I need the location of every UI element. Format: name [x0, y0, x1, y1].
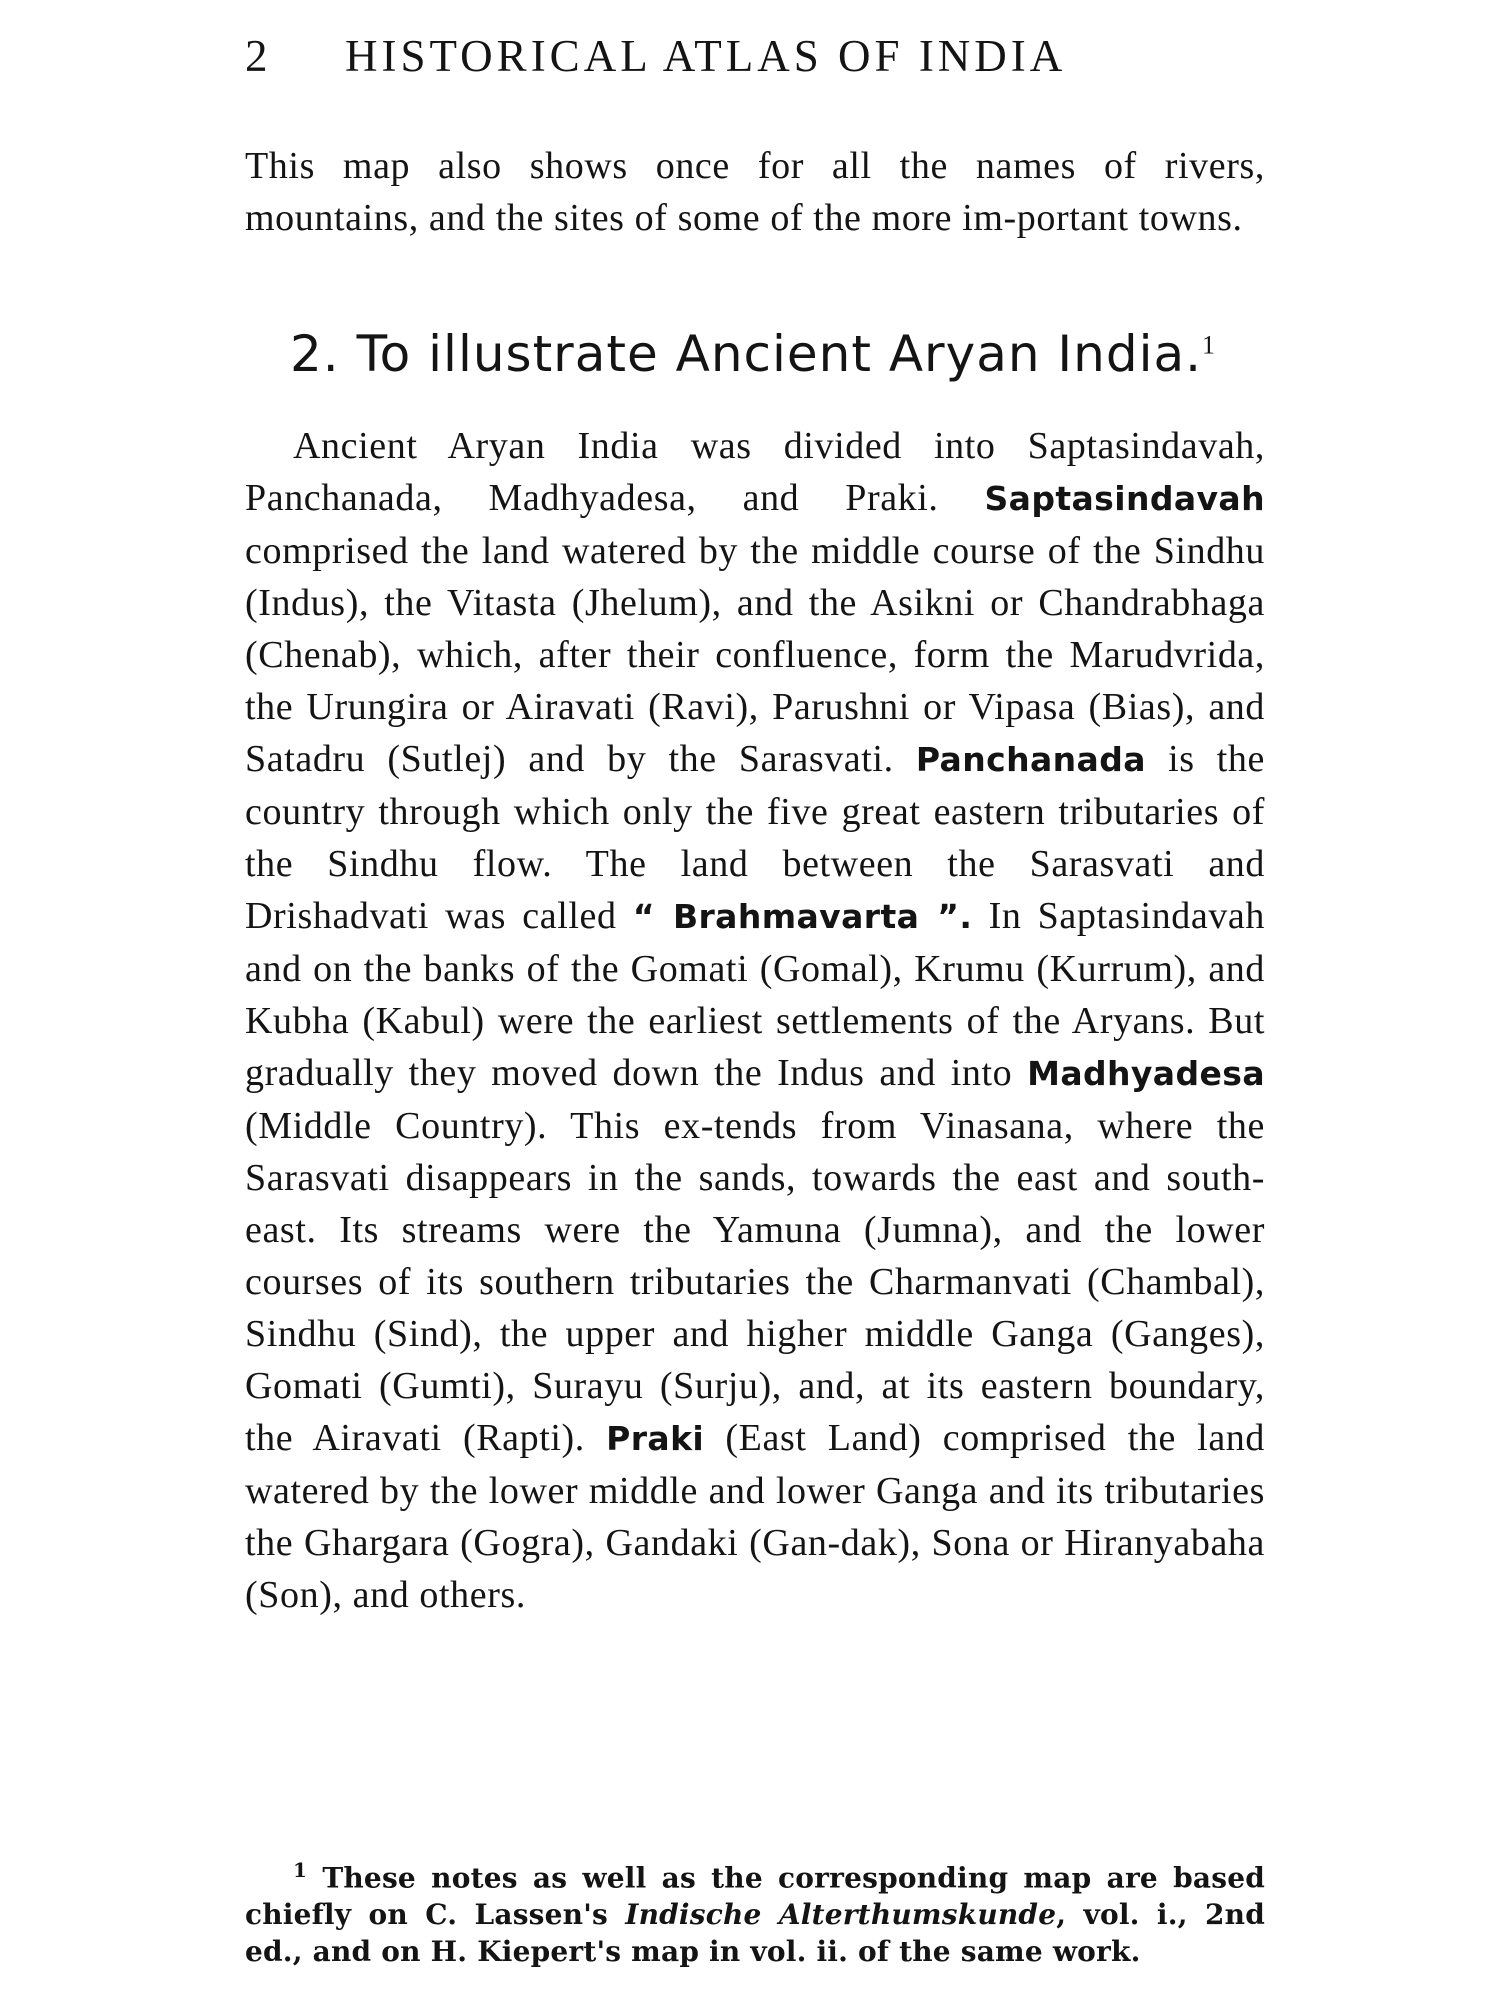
term-madhyadesa: Madhyadesa	[1027, 1054, 1265, 1093]
intro-paragraph: This map also shows once for all the names of rivers, mountains, and the sites of some of the more im-portant towns.	[245, 145, 1265, 239]
running-title: HISTORICAL ATLAS OF INDIA	[345, 31, 1067, 81]
footnote-marker: 1	[293, 1858, 308, 1882]
term-panchanada: Panchanada	[915, 740, 1146, 779]
text-segment: (East Land) comprised the land watered by the lower middle and lower Ganga and its tributaries the Ghargara (Gogra), Gandaki (Gan-dak), Sona or Hiranyabaha (Son), and others.	[245, 1417, 1265, 1616]
section-title: To illustrate Ancient Aryan India.	[356, 325, 1203, 383]
text-segment: Ancient Aryan India was divided into Saptasindavah, Panchanada, Madhyadesa, and Praki.	[245, 425, 1265, 519]
footnote-text	[245, 1852, 1265, 1970]
running-head	[245, 30, 1275, 90]
main-paragraph-text	[245, 420, 1265, 1621]
text-segment: is the country through which only the five great eastern tributaries of the Sindhu flow. The land between the Sarasvati and Drishadvati was called	[245, 738, 1265, 937]
text-segment: In Saptasindavah and on the banks of the Gomati (Gomal), Krumu (Kurrum), and Kubha (Kabul) were the earliest settlements of the Aryans. But gradually they moved down the Indus and into	[245, 895, 1265, 1094]
page-number: 2	[245, 31, 272, 81]
footnote-reference: 1	[1202, 330, 1217, 360]
section-heading	[290, 325, 1270, 405]
main-paragraph	[245, 420, 1265, 1621]
text-segment: (Middle Country). This ex-tends from Vinasana, where the Sarasvati disappears in the sands, towards the east and south-east. Its streams were the Yamuna (Jumna), and the lower courses of its southern tributaries the Charmanvati (Chambal), Sindhu (Sind), the upper and higher middle Ganga (Ganges), Gomati (Gumti), Surayu (Surju), and, at its eastern boundary, the Airavati (Rapti).	[245, 1105, 1265, 1459]
footnote	[245, 1852, 1265, 1970]
footnote-book-title: Indische Alterthumskunde	[625, 1898, 1057, 1932]
text-segment: comprised the land watered by the middle course of the Sindhu (Indus), the Vitasta (Jhelum), and the Asikni or Chandrabhaga (Chenab), which, after their confluence, form the Marudvrida, the Urungira or Airavati (Ravi), Parushni or Vipasa (Bias), and Satadru (Sutlej) and by the Sarasvati.	[245, 530, 1265, 780]
term-praki: Praki	[606, 1419, 705, 1458]
term-brahmavarta: “ Brahmavarta ”.	[632, 897, 973, 936]
section-number: 2.	[290, 325, 340, 383]
footnote-text-before: These notes as well as the corresponding map are based chiefly on C. Lassen's	[245, 1861, 1265, 1932]
term-saptasindavah: Saptasindavah	[984, 479, 1265, 518]
footnote-text-after: , vol. i., 2nd ed., and on H. Kiepert's map in vol. ii. of the same work.	[245, 1898, 1265, 1969]
